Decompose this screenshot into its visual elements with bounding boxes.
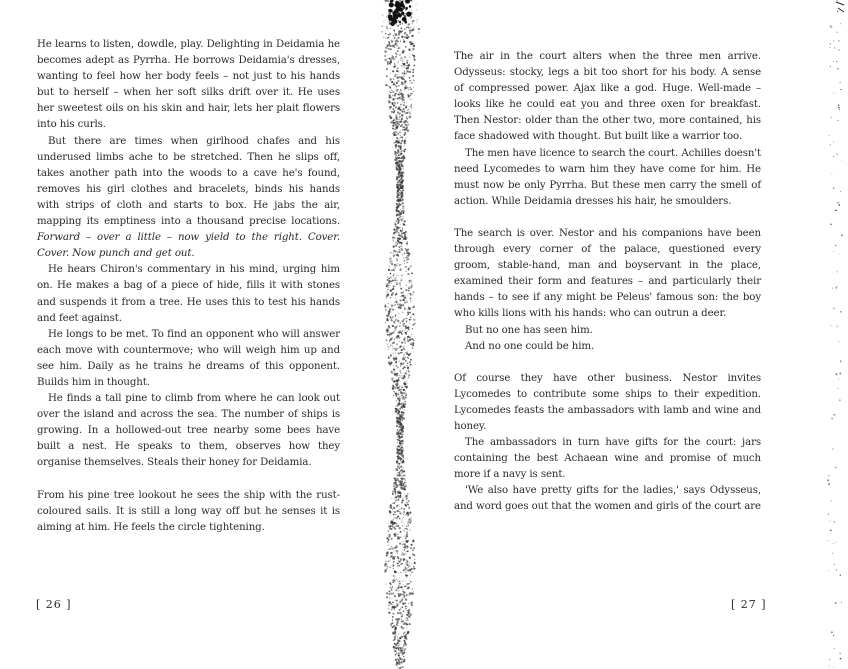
paragraph xyxy=(454,435,761,483)
text-run: 'We also have pretty gifts for the ladies,' says Odysseus, and word goes out that the women and girls of the court are xyxy=(454,485,761,513)
left-page-number: [ 26 ] xyxy=(36,598,72,611)
right-page-text xyxy=(454,49,761,516)
text-run: Of course they have other business. Nestor invites Lycomedes to contribute some ships to their expedition. Lycomedes feasts the ambassadors with lamb and wine and honey. xyxy=(454,372,761,432)
text-run: The air in the court alters when the three men arrive. Odysseus: stocky, legs a bit too short for his body. A sense of compressed power. Ajax like a god. Huge. Well-made – looks like he could eat you and three oxen for breakfast. Then Nestor: older than the other two, more contained, his face shadowed with thought. But built like a warrior too. xyxy=(454,51,761,143)
paragraph xyxy=(37,134,340,263)
paragraph xyxy=(454,339,761,355)
paragraph xyxy=(454,146,761,210)
text-run: From his pine tree lookout he sees the ship with the rust-coloured sails. It is still a long way off but he senses it is aiming at him. He feels the circle tightening. xyxy=(37,489,340,533)
paragraph xyxy=(37,488,340,536)
right-page xyxy=(425,0,848,669)
paragraph xyxy=(37,37,340,134)
text-run: The ambassadors in turn have gifts for the court: jars containing the best Achaean wine and promise of much more if a navy is sent. xyxy=(454,437,761,481)
left-page-text xyxy=(37,37,340,536)
text-run: The search is over. Nestor and his companions have been through every corner of the palace, questioned every groom, stable-hand, man and boyservant in the place, examined their form and features – and particularly their hands – to see if any might be Peleus' famous son: the boy who kills lions with his hands: who can outrun a deer. xyxy=(454,227,761,320)
scan-edge-noise xyxy=(822,0,848,669)
paragraph xyxy=(454,323,761,339)
right-page-number: [ 27 ] xyxy=(731,598,767,611)
text-run: He longs to be met. To find an opponent who will answer each move with countermove; who will weigh him up and see him. Daily as he trains he dreams of this opponent. Builds him in thought. xyxy=(37,328,340,388)
paragraph xyxy=(37,327,340,391)
book-gutter-shadow xyxy=(368,0,432,669)
text-run: He finds a tall pine to climb from where he can look out over the island and across the sea. The number of ships is growing. In a hollowed-out tree nearby some bees have built a nest. He speaks to them, observes how they organise themselves. Steals their honey for Deidamia. xyxy=(37,393,340,469)
text-run: He hears Chiron's commentary in his mind, urging him on. He makes a bag of a piece of hide, fills it with stones and suspends it from a tree. He uses this to test his hands and feet against. xyxy=(37,264,340,324)
italic-text: Forward – over a little – now yield to the right. Cover. Cover. Now punch and get out. xyxy=(37,232,340,260)
text-run: The men have licence to search the court. Achilles doesn't need Lycomedes to warn him they have come for him. He must now be only Pyrrha. But these men carry the smell of action. While Deidamia dresses his hair, he smoulders. xyxy=(454,147,761,207)
text-run: But no one has seen him. xyxy=(465,324,593,336)
paragraph xyxy=(454,371,761,435)
paragraph xyxy=(37,391,340,471)
text-run: He learns to listen, dowdle, play. Delighting in Deidamia he becomes adept as Pyrrha. He borrows Deidamia's dresses, wanting to feel how her body feels – not just to his hands but to herself – when her soft silks drift over it. He uses her sweetest oils on his skin and hair, lets her plait flowers into his curls. xyxy=(37,39,340,131)
text-run: And no one could be him. xyxy=(465,340,595,352)
left-page xyxy=(0,0,395,669)
paragraph xyxy=(454,483,761,515)
paragraph xyxy=(454,49,761,146)
paragraph xyxy=(454,226,761,323)
paragraph xyxy=(37,262,340,326)
text-run: But there are times when girlhood chafes and his underused limbs ache to be stretched. Then he slips off, takes another path into the woods to a cave he's found, removes his girl clothes and bracelets, binds his hands with strips of cloth and starts to box. He jabs the air, mapping its emptiness into a thousand precise locations. xyxy=(37,135,340,228)
